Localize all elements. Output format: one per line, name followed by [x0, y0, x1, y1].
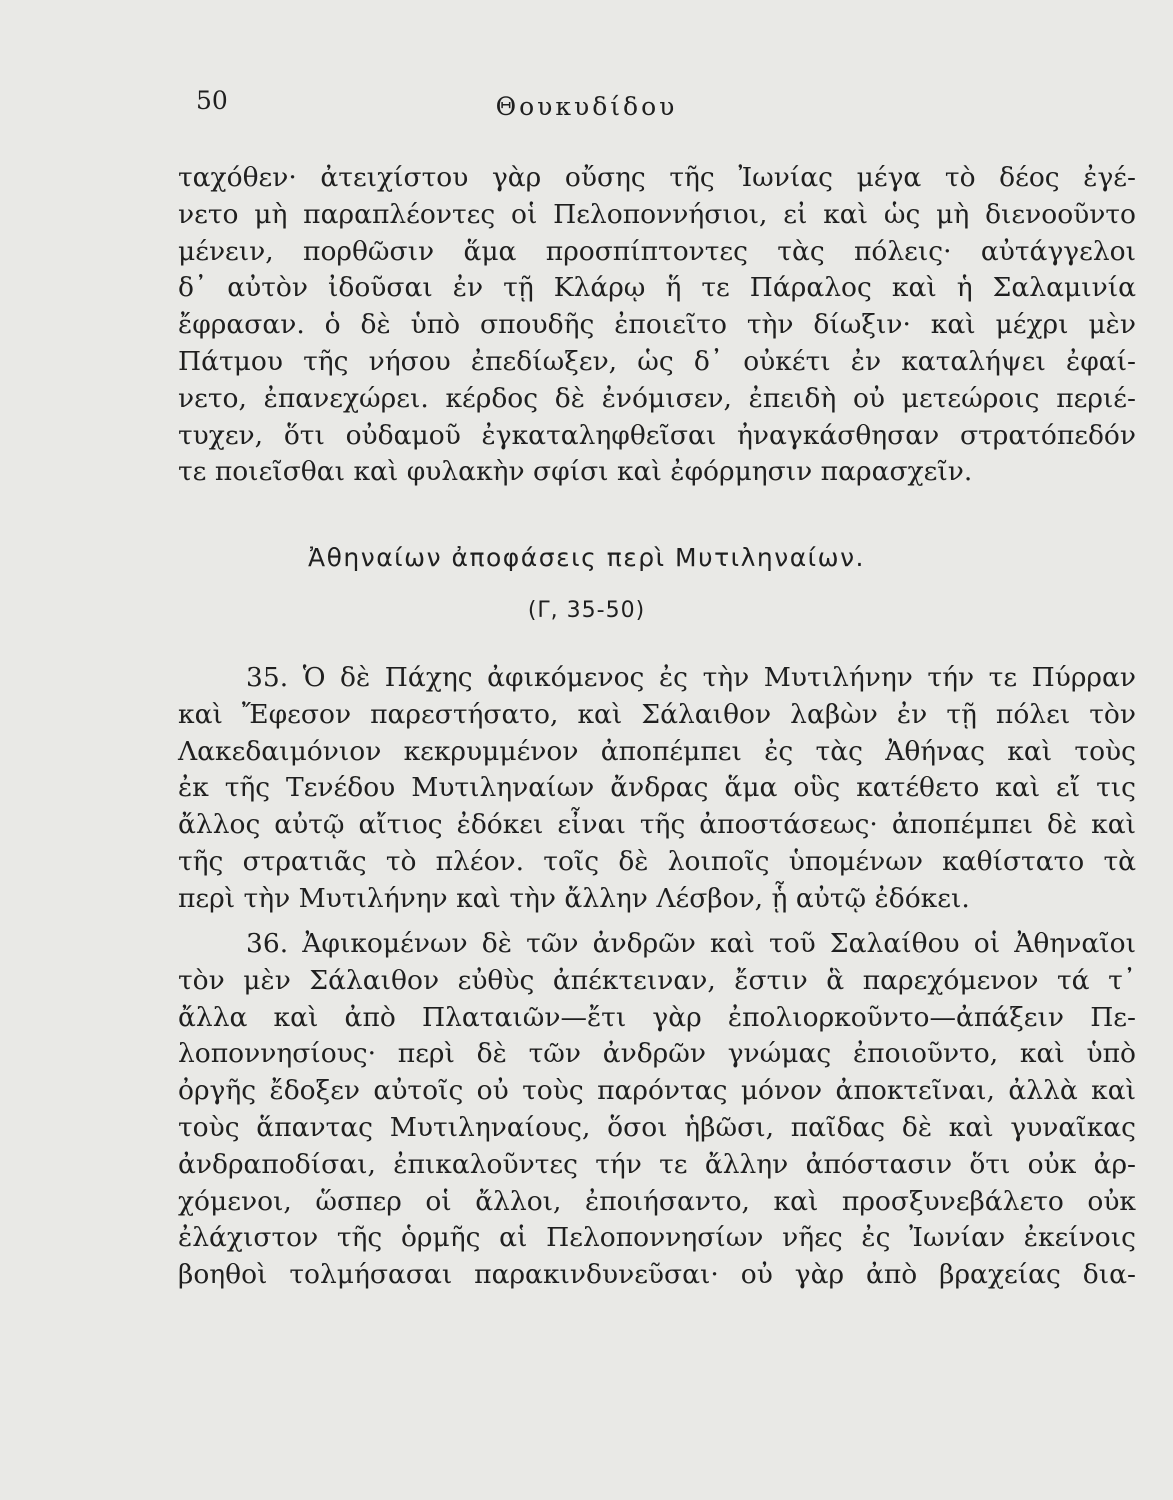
paragraph-36	[178, 926, 1136, 1294]
section-reference: (Γ, 35-50)	[527, 598, 646, 623]
text-line: ἐκ τῆς Τενέδου Μυτιληναίων ἄνδρας ἅμα οὓς κατέθετο καὶ εἴ τις	[178, 772, 1136, 804]
text-line: δ᾽ αὐτὸν ἰδοῦσαι ἐν τῇ Κλάρῳ ἥ τε Πάραλος καὶ ἡ Σαλαμινία	[178, 272, 1136, 304]
text-line: τυχεν, ὅτι οὐδαμοῦ ἐγκαταληφθεῖσαι ἠναγκάσθησαν στρατόπεδόν	[178, 419, 1136, 451]
text-line: ἀνδραποδίσαι, ἐπικαλοῦντες τήν τε ἄλλην ἀπόστασιν ὅτι οὐκ ἀρ-	[178, 1148, 1136, 1180]
text-line: χόμενοι, ὥσπερ οἱ ἄλλοι, ἐποιήσαντο, καὶ προσξυνεβάλετο οὐκ	[178, 1185, 1136, 1217]
text-line: Πάτμου τῆς νήσου ἐπεδίωξεν, ὡς δ᾽ οὐκέτι ἐν καταλήψει ἐφαί-	[178, 345, 1136, 377]
text-line: μένειν, πορθῶσιν ἅμα προσπίπτοντες τὰς πόλεις· αὐτάγγελοι	[178, 235, 1136, 267]
text-line: Λακεδαιμόνιον κεκρυμμένον ἀποπέμπει ἐς τὰς Ἀθήνας καὶ τοὺς	[178, 735, 1136, 767]
text-line: ὀργῆς ἔδοξεν αὐτοῖς οὐ τοὺς παρόντας μόνον ἀποκτεῖναι, ἀλλὰ καὶ	[178, 1075, 1136, 1107]
text-line: ἐλάχιστον τῆς ὁρμῆς αἱ Πελοποννησίων νῆες ἐς Ἰωνίαν ἐκείνοις	[178, 1222, 1136, 1254]
running-title: Θουκυδίδου	[495, 92, 678, 121]
text-line: νετο, ἐπανεχώρει. κέρδος δὲ ἐνόμισεν, ἐπειδὴ οὐ μετεώροις περιέ-	[178, 382, 1136, 414]
text-line: τοὺς ἅπαντας Μυτιληναίους, ὅσοι ἡβῶσι, παῖδας δὲ καὶ γυναῖκας	[178, 1111, 1136, 1143]
text-line: καὶ Ἔφεσον παρεστήσατο, καὶ Σάλαιθον λαβὼν ἐν τῇ πόλει τὸν	[178, 698, 1136, 730]
text-line: ταχόθεν· ἀτειχίστου γὰρ οὔσης τῆς Ἰωνίας μέγα τὸ δέος ἐγέ-	[178, 162, 1136, 193]
text-line: ἄλλα καὶ ἀπὸ Πλαταιῶν—ἔτι γὰρ ἐπολιορκοῦντο—ἀπάξειν Πε-	[178, 1001, 1136, 1033]
text-line: περὶ τὴν Μυτιλήνην καὶ τὴν ἄλλην Λέσβον, ᾗ αὐτῷ ἐδόκει.	[178, 882, 970, 914]
text-line: τε ποιεῖσθαι καὶ φυλακὴν σφίσι καὶ ἐφόρμησιν παρασχεῖν.	[178, 456, 973, 488]
running-head	[0, 86, 1173, 126]
text-line: τὸν μὲν Σάλαιθον εὐθὺς ἀπέκτειναν, ἔστιν ἃ παρεχόμενον τά τ᾽	[178, 964, 1136, 996]
text-line: 36. Ἀφικομένων δὲ τῶν ἀνδρῶν καὶ τοῦ Σαλαίθου οἱ Ἀθηναῖοι	[246, 928, 1136, 959]
text-line: 35. Ὁ δὲ Πάχης ἀφικόμενος ἐς τὴν Μυτιλήνην τήν τε Πύρραν	[246, 662, 1136, 693]
text-line: ἄλλος αὐτῷ αἴτιος ἐδόκει εἶναι τῆς ἀποστάσεως· ἀποπέμπει δὲ καὶ	[178, 809, 1136, 841]
text-line: λοποννησίους· περὶ δὲ τῶν ἀνδρῶν γνώμας ἐποιοῦντο, καὶ ὑπὸ	[178, 1038, 1136, 1070]
text-line: νετο μὴ παραπλέοντες οἱ Πελοποννήσιοι, εἰ καὶ ὡς μὴ διενοοῦντο	[178, 198, 1136, 230]
paragraph-35	[178, 660, 1136, 918]
page-number: 50	[196, 86, 228, 115]
section-title: Ἀθηναίων ἀποφάσεις περὶ Μυτιληναίων.	[307, 543, 865, 572]
text-line: βοηθοὶ τολμήσασαι παρακινδυνεῦσαι· οὐ γὰρ ἀπὸ βραχείας δια-	[178, 1259, 1136, 1291]
text-line: ἔφρασαν. ὁ δὲ ὑπὸ σπουδῆς ἐποιεῖτο τὴν δίωξιν· καὶ μέχρι μὲν	[178, 309, 1136, 341]
paragraph-continuation	[178, 160, 1136, 491]
text-line: τῆς στρατιᾶς τὸ πλέον. τοῖς δὲ λοιποῖς ὑπομένων καθίστατο τὰ	[178, 845, 1136, 877]
